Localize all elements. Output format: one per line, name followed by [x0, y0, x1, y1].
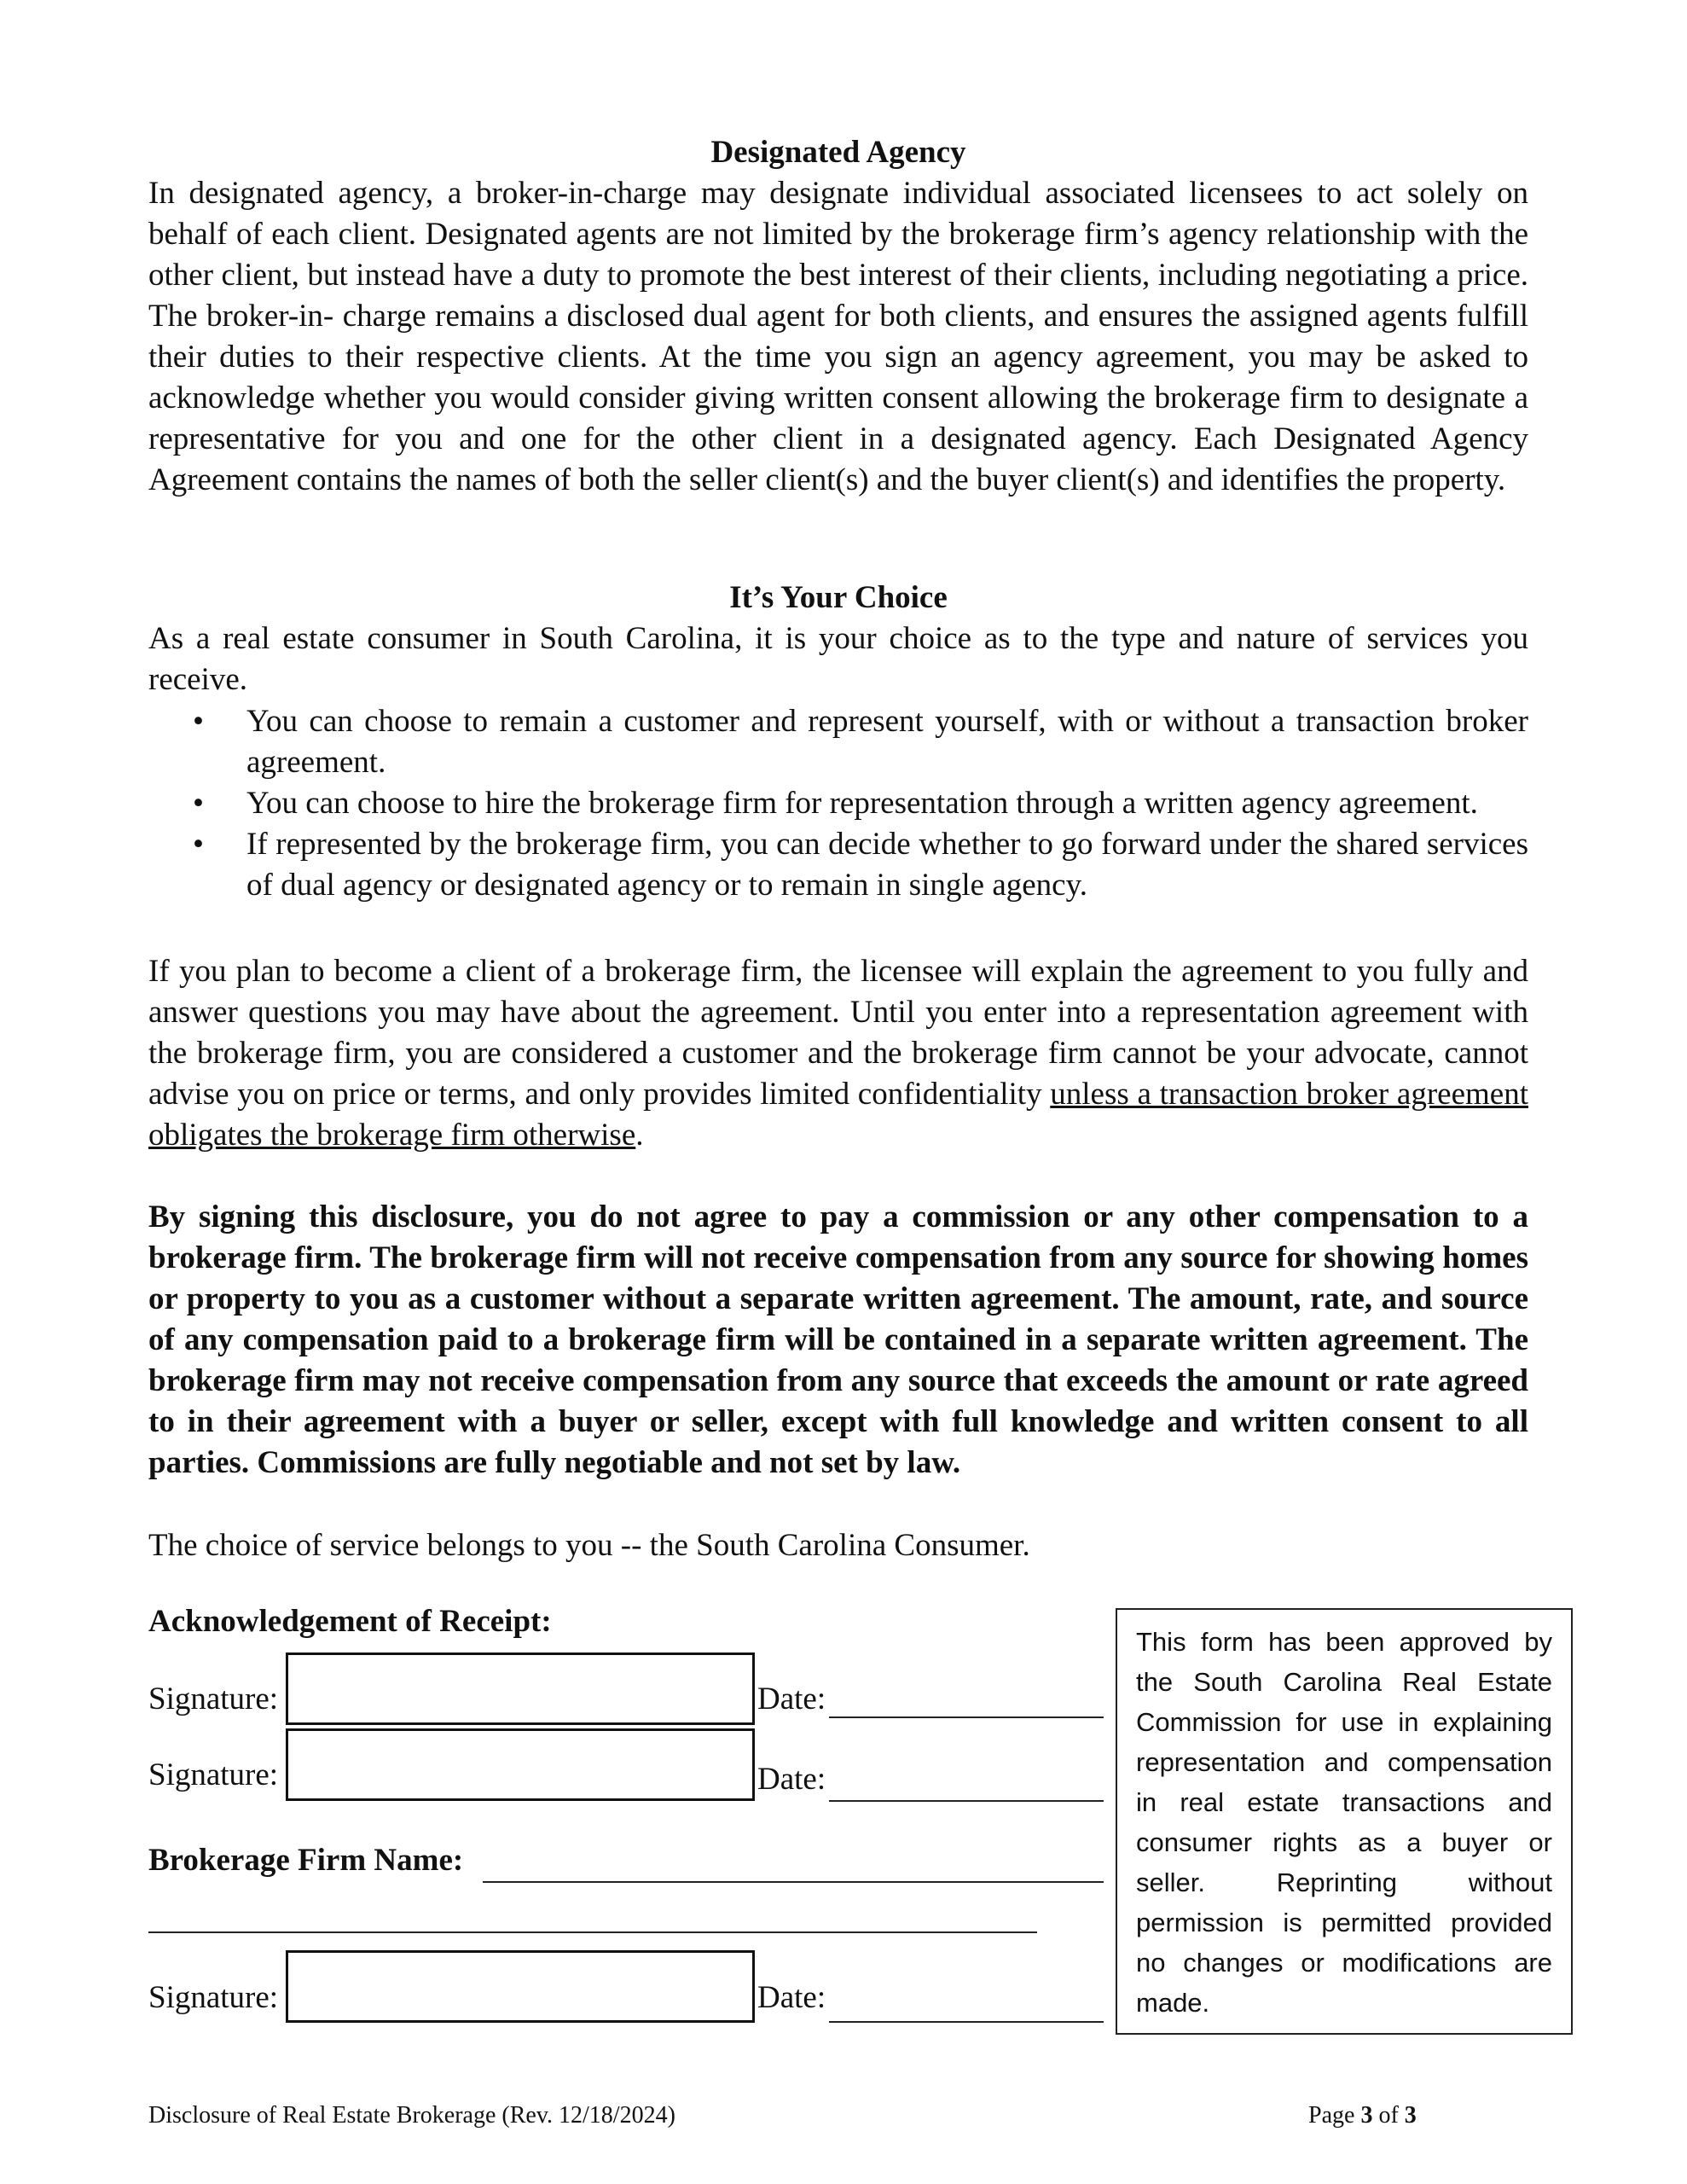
compensation-disclosure-paragraph: By signing this disclosure, you do not agree to pay a commission or any other compensation to a brokerage firm. The brokerage firm will not receive compensation from any source for showing homes or property to you as a customer without a separate written agreement. The amount, rate, and source of any compensation paid to a brokerage firm will be contained in a separate written agreement. The brokerage firm may not receive compensation from any source that exceeds the amount or rate agreed to in their agreement with a buyer or seller, except with full knowledge and written consent to all parties. Commissions are fully negotiable and not set by law. [148, 1199, 1528, 1480]
signature-label: Signature: [148, 1980, 279, 2015]
approval-note-box: This form has been approved by the South Carolina Real Estate Commission for use in explaining representation and compensation in real estate transactions and consumer rights as a buyer or seller. Reprinting without permission is permitted provided no changes or modifications are made. [1116, 1608, 1573, 2035]
choice-bullet-list [148, 701, 1528, 906]
designated-agency-paragraph: In designated agency, a broker-in-charge may designate individual associated licensees to act solely on behalf of each client. Designated agents are not limited by the brokerage firm’s agency relationship with the other client, but instead have a duty to promote the best interest of their clients, including negotiating a price. The broker-in- charge remains a disclosed dual agent for both clients, and ensures the assigned agents fulfill their duties to their respective clients. At the time you sign an agency agreement, you may be asked to acknowledge whether you would consider giving written consent allowing the brokerage firm to designate a representative for you and one for the other client in a designated agency. Each Designated Agency Agreement contains the names of both the seller client(s) and the buyer client(s) and identifies the property. [148, 176, 1528, 497]
signature-label: Signature: [148, 1757, 279, 1792]
client-paragraph [148, 951, 1528, 1156]
page-prefix: Page [1308, 2102, 1361, 2129]
brokerage-firm-field[interactable] [483, 1881, 1104, 1883]
your-choice-intro: As a real estate consumer in South Carolina, it is your choice as to the type and nature of services you receive. [148, 621, 1528, 697]
footer-form-title: Disclosure of Real Estate Brokerage (Rev. 12/18/2024) [148, 2102, 675, 2129]
acknowledgement-heading: Acknowledgement of Receipt: [148, 1604, 552, 1639]
page-total: 3 [1404, 2102, 1417, 2129]
choice-bullet-item [148, 783, 1528, 824]
signature-label: Signature: [148, 1682, 279, 1716]
client-paragraph-underlined: unless a transaction broker agreement obligates the brokerage firm otherwise [148, 1077, 1528, 1153]
choice-bullet-item [148, 701, 1528, 783]
brokerage-firm-field-line-2[interactable] [148, 1931, 1037, 1933]
date-label: Date: [757, 1762, 826, 1797]
client-paragraph-text: If you plan to become a client of a brokerage firm, the licensee will explain the agreement to you fully and answer questions you may have about the agreement. Until you enter into a representation agreement with the brokerage firm, you are considered a customer and the brokerage firm cannot be your advocate, cannot advise you on price or terms, and only provides limited confidentiality [148, 954, 1528, 1112]
your-choice-heading: It’s Your Choice [729, 580, 948, 615]
choice-bullet-text: If represented by the brokerage firm, you can decide whether to go forward under the shared services of dual agency or designated agency or to remain in single agency. [246, 827, 1528, 903]
signature-field-1[interactable] [286, 1653, 755, 1725]
choice-bullet-text: You can choose to hire the brokerage firm for representation through a written agency agreement. [246, 786, 1478, 821]
footer-page-number [1308, 2100, 1417, 2131]
bullet-icon: • [193, 786, 204, 821]
signature-field-2[interactable] [286, 1728, 755, 1801]
choice-bullet-item [148, 824, 1528, 906]
closing-statement: The choice of service belongs to you -- the South Carolina Consumer. [148, 1528, 1030, 1563]
signature-field-3[interactable] [286, 1950, 755, 2023]
page-current: 3 [1360, 2102, 1373, 2129]
date-field-3[interactable] [829, 2021, 1104, 2023]
date-field-2[interactable] [829, 1800, 1104, 1802]
bullet-icon: • [193, 827, 204, 862]
client-paragraph-end: . [635, 1118, 644, 1153]
choice-bullet-text: You can choose to remain a customer and represent yourself, with or without a transaction broker agreement. [246, 704, 1528, 780]
date-label: Date: [757, 1980, 826, 2015]
date-label: Date: [757, 1682, 826, 1716]
brokerage-firm-label: Brokerage Firm Name: [148, 1843, 464, 1878]
page-middle: of [1372, 2102, 1405, 2129]
bullet-icon: • [193, 704, 204, 739]
designated-agency-heading: Designated Agency [710, 135, 966, 170]
date-field-1[interactable] [829, 1716, 1104, 1718]
